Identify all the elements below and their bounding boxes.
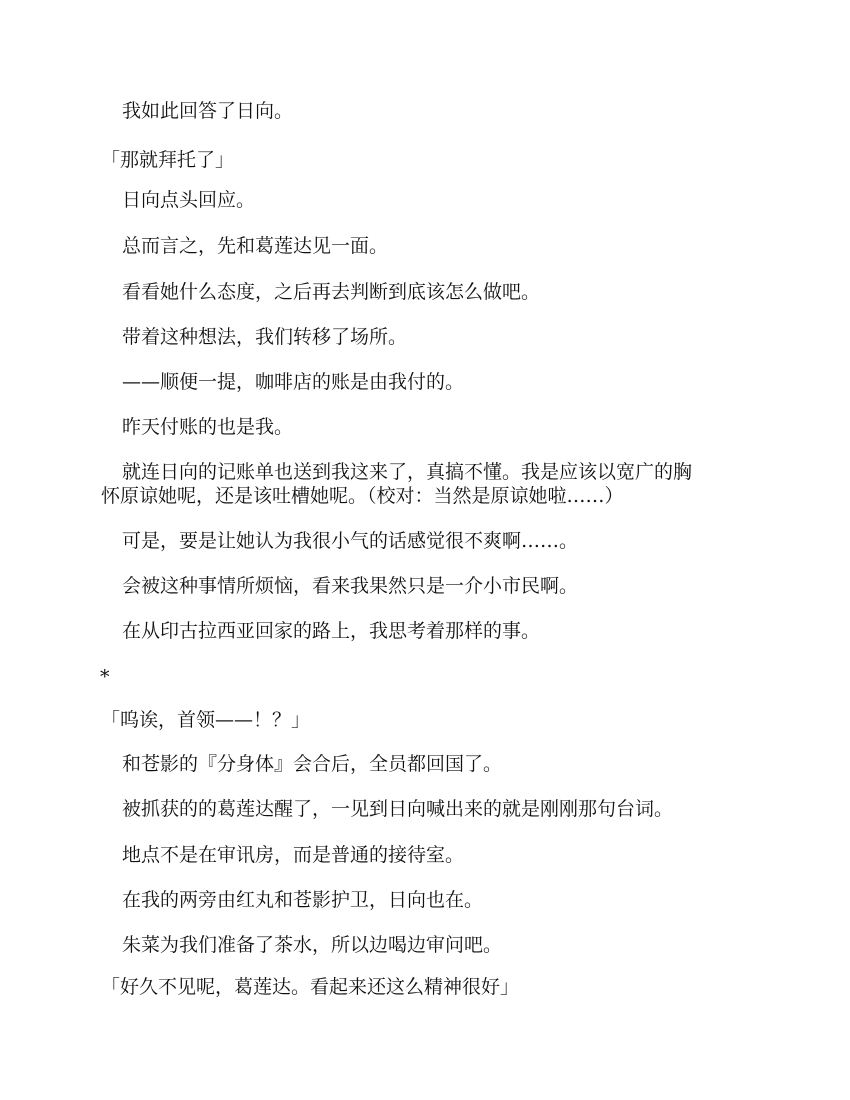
paragraph: ——顺便一提，咖啡店的账是由我付的。 <box>122 371 465 393</box>
dialogue-line: 「那就拜托了」 <box>101 149 235 171</box>
paragraph: 和苍影的『分身体』会合后，全员都回国了。 <box>122 753 503 775</box>
paragraph: 昨天付账的也是我。 <box>122 416 294 438</box>
paragraph: 我如此回答了日向。 <box>122 100 294 122</box>
dialogue-line: 「好久不见呢，葛莲达。看起来还这么精神很好」 <box>101 976 520 998</box>
paragraph-line-1: 就连日向的记账单也送到我这来了，真搞不懂。我是应该以宽广的胸 <box>122 461 693 483</box>
paragraph: 看看她什么态度，之后再去判断到底该怎么做吧。 <box>122 281 541 303</box>
paragraph: 日向点头回应。 <box>122 189 256 211</box>
paragraph: 朱菜为我们准备了茶水，所以边喝边审问吧。 <box>122 934 503 956</box>
paragraph: 在从印古拉西亚回家的路上，我思考着那样的事。 <box>122 620 541 642</box>
paragraph: 地点不是在审讯房，而是普通的接待室。 <box>122 844 465 866</box>
paragraph-line-2: 怀原谅她呢，还是该吐槽她呢。（校对：当然是原谅她啦……） <box>101 485 624 507</box>
section-break-asterisk: * <box>100 666 110 688</box>
paragraph: 带着这种想法，我们转移了场所。 <box>122 326 408 348</box>
paragraph: 会被这种事情所烦恼，看来我果然只是一介小市民啊。 <box>122 575 579 597</box>
paragraph: 可是，要是让她认为我很小气的话感觉很不爽啊……。 <box>122 530 579 552</box>
paragraph: 在我的两旁由红丸和苍影护卫，日向也在。 <box>122 889 484 911</box>
paragraph-multiline <box>0 460 850 508</box>
paragraph: 总而言之，先和葛莲达见一面。 <box>122 235 389 257</box>
paragraph: 被抓获的的葛莲达醒了，一见到日向喊出来的就是刚刚那句台词。 <box>122 798 674 820</box>
dialogue-line: 「呜诶，首领——！？」 <box>101 709 311 731</box>
